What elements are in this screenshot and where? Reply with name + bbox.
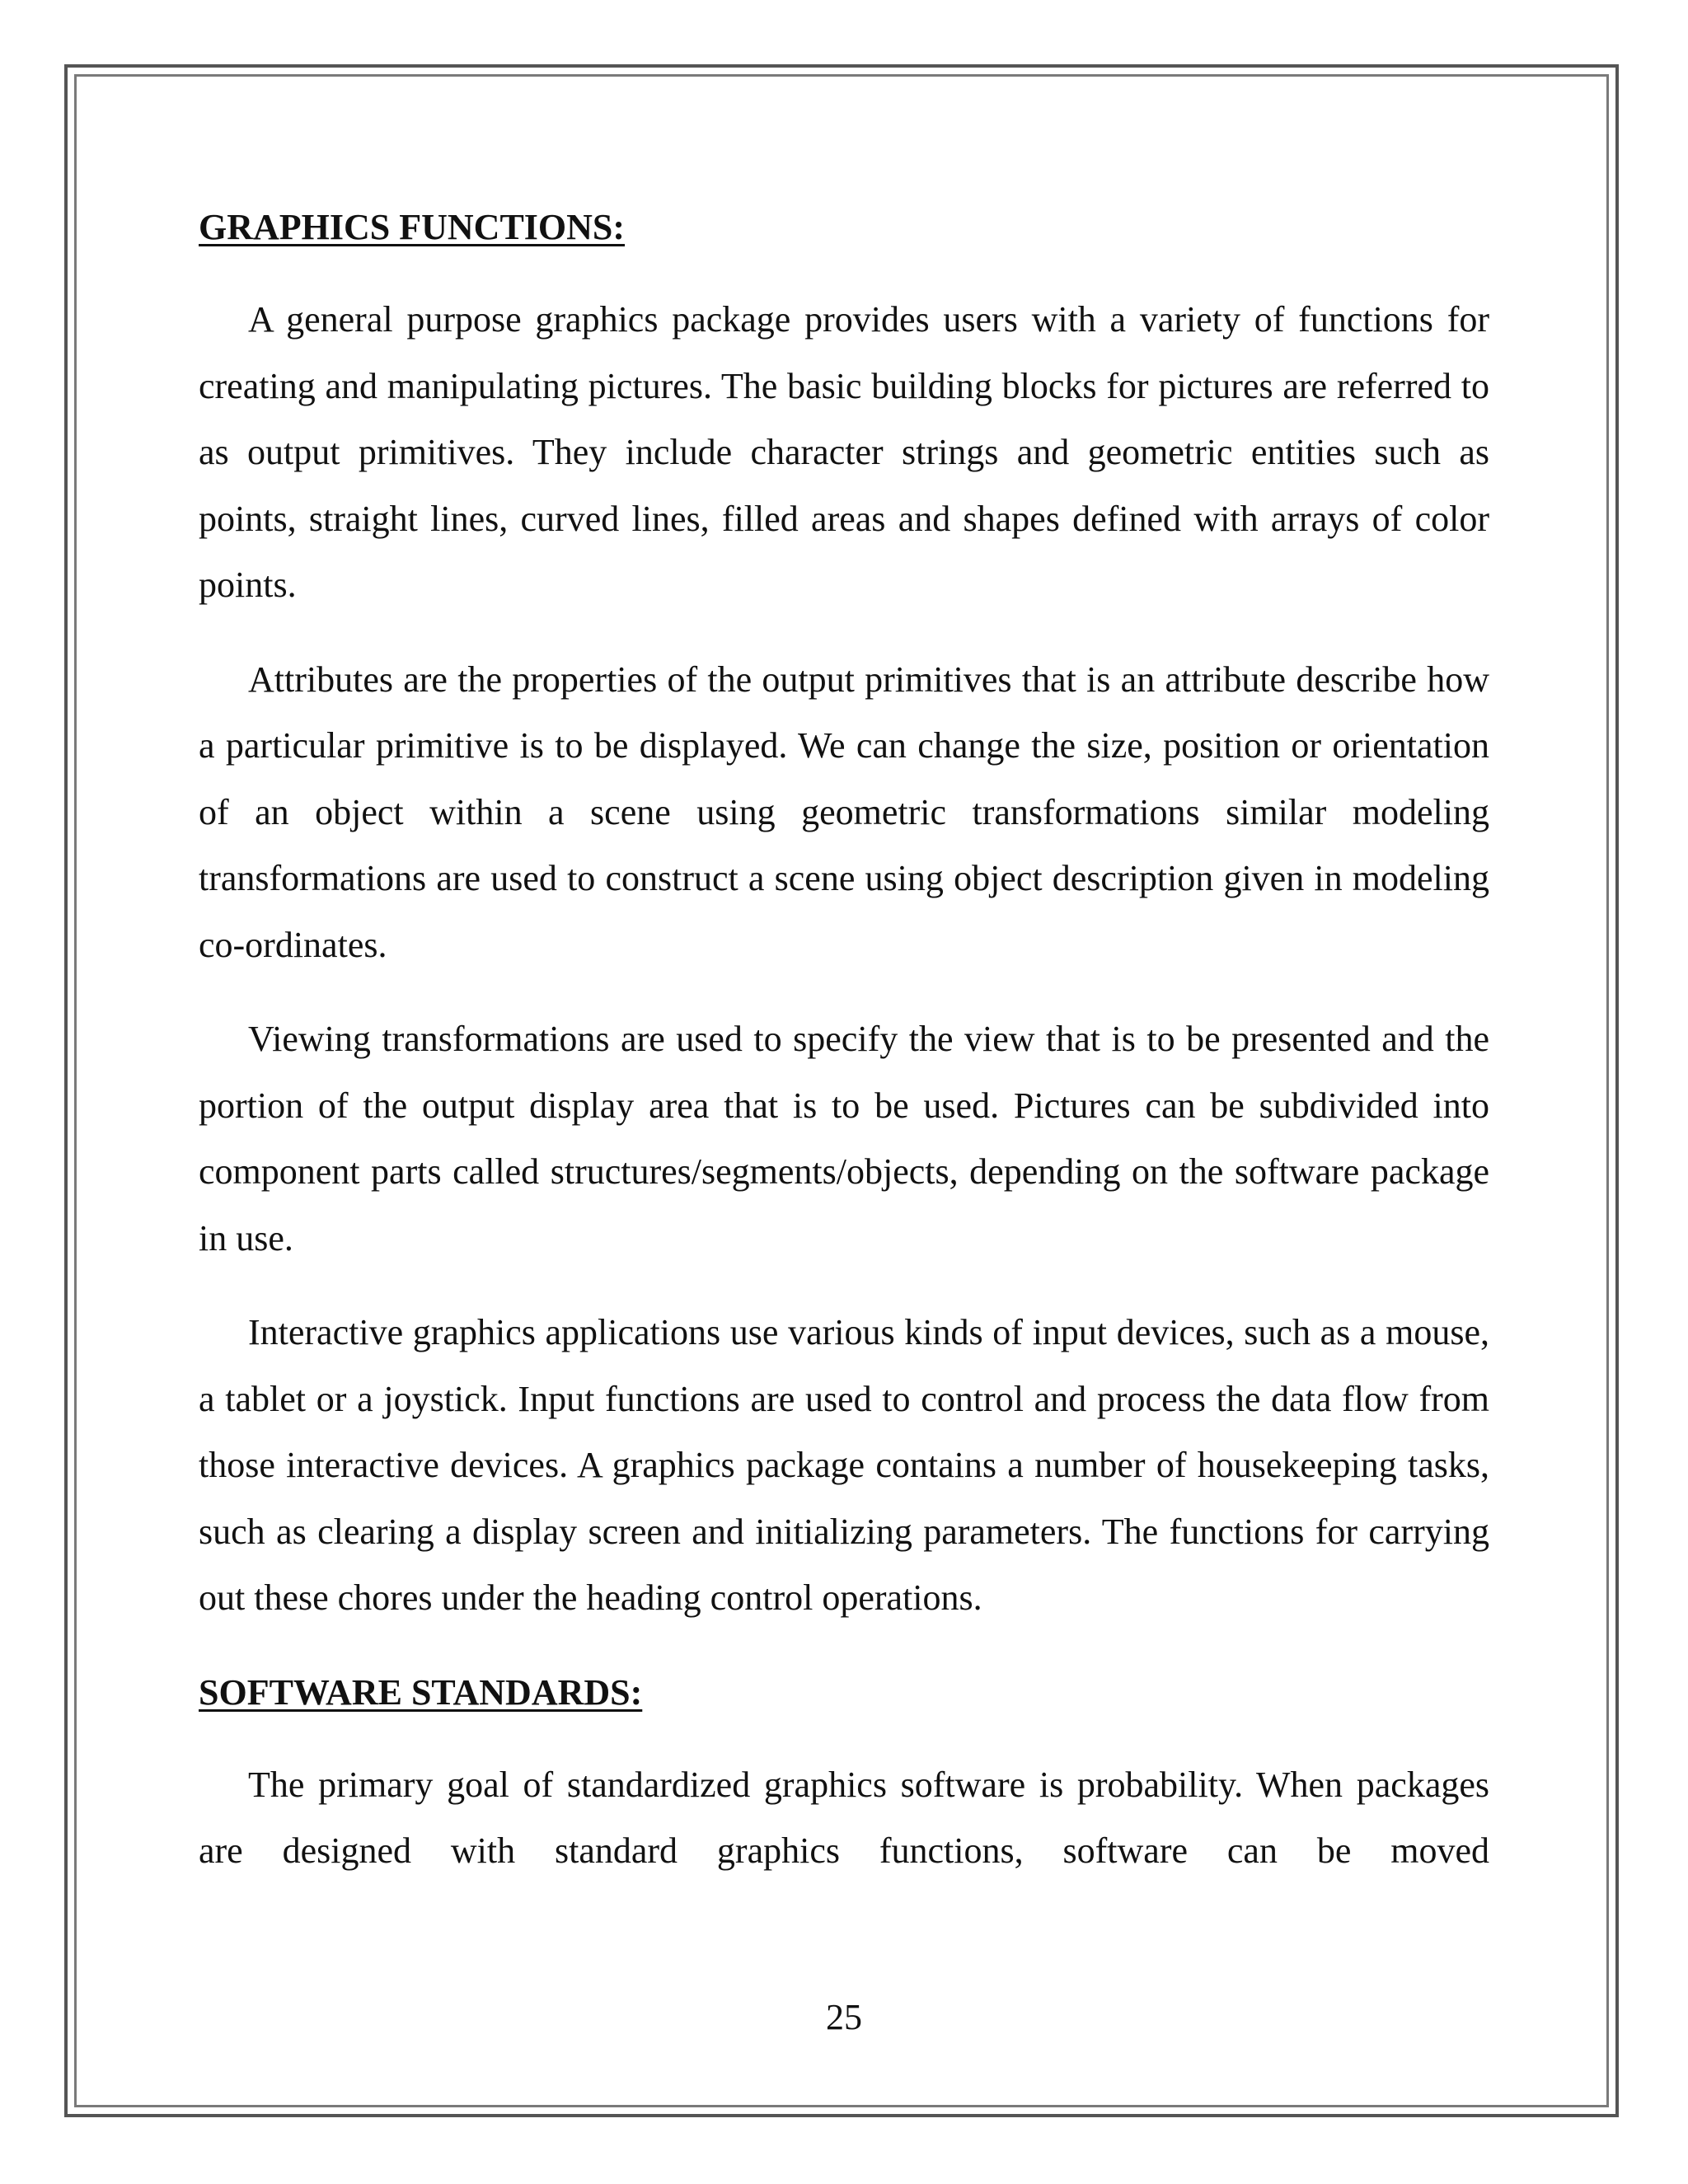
page-content xyxy=(199,194,1489,1913)
section-heading-software-standards: SOFTWARE STANDARDS: xyxy=(199,1671,643,1713)
paragraph-viewing-transformations: Viewing transformations are used to specify the view that is to be presented and the portion of the output display area that is to be used. Pictures can be subdivided into component parts called structures/segments/objects, depending on the software package in use. xyxy=(199,1019,1489,1258)
paragraph-primary-goal: The primary goal of standardized graphics software is probability. When packages are designed with standard graphics functions, software can be moved xyxy=(199,1764,1489,1871)
paragraph-general-purpose: A general purpose graphics package provides users with a variety of functions for creating and manipulating pictures. The basic building blocks for pictures are referred to as output primitives. They include character strings and geometric entities such as points, straight lines, curved lines, filled areas and shapes defined with arrays of color points. xyxy=(199,299,1489,605)
paragraph-interactive-graphics: Interactive graphics applications use various kinds of input devices, such as a mouse, a tablet or a joystick. Input functions are used to control and process the data flow from those interactive devices. A graphics package contains a number of housekeeping tasks, such as clearing a display screen and initializing parameters. The functions for carrying out these chores under the heading control operations. xyxy=(199,1312,1489,1618)
section-heading-graphics-functions: GRAPHICS FUNCTIONS: xyxy=(199,207,626,247)
page-number: 25 xyxy=(826,1997,862,2037)
paragraph-attributes: Attributes are the properties of the output primitives that is an attribute describe how a particular primitive is to be displayed. We can change the size, position or orientation of an object within a scene using geometric transformations similar modeling transformations are used to construct a scene using object description given in modeling co-ordinates. xyxy=(199,658,1489,965)
